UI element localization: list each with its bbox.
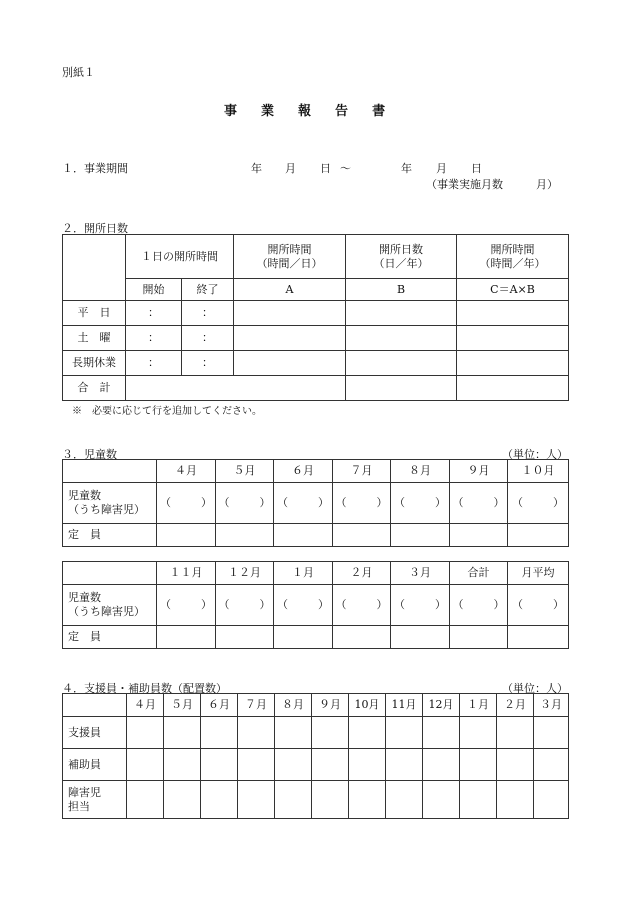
capacity-cell[interactable] xyxy=(274,626,333,649)
staff-count-cell[interactable] xyxy=(164,749,201,781)
start-header: 開始 xyxy=(126,279,182,301)
add-rows-note: ※ 必要に応じて行を追加してください。 xyxy=(72,406,262,417)
month-header: ４月 xyxy=(157,460,216,483)
open-hours-header: 開所時間 （時間／日） xyxy=(234,235,346,279)
row-label-children: 児童数 （うち障害児） xyxy=(63,483,157,524)
row-label-weekday: 平 日 xyxy=(63,301,126,326)
children-count-cell[interactable] xyxy=(391,483,450,524)
staff-count-cell[interactable] xyxy=(460,717,497,749)
staff-count-cell[interactable] xyxy=(423,781,460,819)
paren-close: ） xyxy=(553,598,564,611)
staff-count-cell[interactable] xyxy=(275,717,312,749)
capacity-cell[interactable] xyxy=(157,524,216,547)
input-cell[interactable] xyxy=(234,326,346,351)
children-count-cell[interactable] xyxy=(216,483,274,524)
title-char: 書 xyxy=(372,104,386,119)
section4-unit: （単位：人） xyxy=(502,682,568,695)
opening-days-table xyxy=(62,234,569,401)
capacity-cell[interactable] xyxy=(508,524,569,547)
start-month-unit: 月 xyxy=(285,162,296,175)
children-count-cell[interactable] xyxy=(450,585,508,626)
blank-corner-cell xyxy=(63,235,126,301)
staff-count-cell[interactable] xyxy=(312,781,349,819)
children-count-cell[interactable] xyxy=(274,483,333,524)
month-header: 10月 xyxy=(349,694,386,717)
staff-count-cell[interactable] xyxy=(201,749,238,781)
row-label-saturday: 土 曜 xyxy=(63,326,126,351)
capacity-cell[interactable] xyxy=(216,626,274,649)
end-time-cell[interactable]: ： xyxy=(182,351,234,376)
input-cell[interactable] xyxy=(346,351,457,376)
paren-open: （ xyxy=(394,598,405,611)
month-header: 月平均 xyxy=(508,562,569,585)
col-a-label: A xyxy=(234,279,346,301)
staff-count-cell[interactable] xyxy=(238,781,275,819)
title-char: 告 xyxy=(335,104,349,119)
title-char: 業 xyxy=(261,104,275,119)
paren-close: ） xyxy=(553,496,564,509)
staff-count-cell[interactable] xyxy=(275,781,312,819)
start-time-cell[interactable]: ： xyxy=(126,351,182,376)
capacity-cell[interactable] xyxy=(333,524,391,547)
staff-count-cell[interactable] xyxy=(423,717,460,749)
staff-count-cell[interactable] xyxy=(164,781,201,819)
open-days-header: 開所日数 （日／年） xyxy=(346,235,457,279)
month-header: 12月 xyxy=(423,694,460,717)
paren-open: （ xyxy=(394,496,405,509)
children-count-cell[interactable] xyxy=(333,483,391,524)
month-header: ６月 xyxy=(201,694,238,717)
capacity-cell[interactable] xyxy=(450,524,508,547)
staff-count-cell[interactable] xyxy=(275,749,312,781)
paren-open: （ xyxy=(160,598,171,611)
paren-close: ） xyxy=(259,496,271,509)
blank-corner-cell xyxy=(63,460,157,483)
month-header: ８月 xyxy=(275,694,312,717)
section1-label: １．事業期間 xyxy=(62,162,128,175)
staff-count-cell[interactable] xyxy=(534,717,569,749)
section4-label: ４．支援員・補助員数（配置数） xyxy=(62,682,227,695)
input-cell[interactable] xyxy=(457,326,569,351)
row-label-support-staff: 支援員 xyxy=(63,717,127,749)
children-count-cell[interactable] xyxy=(274,585,333,626)
col-b-label: B xyxy=(346,279,457,301)
children-count-cell[interactable] xyxy=(216,585,274,626)
month-header: ９月 xyxy=(312,694,349,717)
staff-count-cell[interactable] xyxy=(238,717,275,749)
month-header: ２月 xyxy=(333,562,391,585)
end-month-unit: 月 xyxy=(436,162,447,175)
paren-close: ） xyxy=(376,598,388,611)
children-count-cell[interactable] xyxy=(333,585,391,626)
row-label-assistant-staff: 補助員 xyxy=(63,749,127,781)
capacity-cell[interactable] xyxy=(216,524,274,547)
blank-corner-cell xyxy=(63,694,127,717)
total-blank-cell[interactable] xyxy=(126,376,346,401)
children-count-cell[interactable] xyxy=(508,585,569,626)
input-cell[interactable] xyxy=(457,351,569,376)
months-note: （事業実施月数 月） xyxy=(426,178,558,191)
staff-count-cell[interactable] xyxy=(497,749,534,781)
col-c-label: C＝A×B xyxy=(457,279,569,301)
section2-label: ２．開所日数 xyxy=(62,222,128,235)
input-cell[interactable] xyxy=(457,376,569,401)
staff-count-cell[interactable] xyxy=(423,749,460,781)
staff-count-cell[interactable] xyxy=(312,749,349,781)
end-time-cell[interactable]: ： xyxy=(182,326,234,351)
table-row xyxy=(63,351,569,376)
staff-count-cell[interactable] xyxy=(497,781,534,819)
children-table-2 xyxy=(62,561,569,649)
staff-count-cell[interactable] xyxy=(534,749,569,781)
children-count-cell[interactable] xyxy=(391,585,450,626)
staff-count-cell[interactable] xyxy=(386,781,423,819)
end-day-unit: 日 xyxy=(471,162,482,175)
capacity-cell[interactable] xyxy=(157,626,216,649)
paren-close: ） xyxy=(493,496,505,509)
total-hours-header: 開所時間 （時間／年） xyxy=(457,235,569,279)
staff-count-cell[interactable] xyxy=(201,717,238,749)
input-cell[interactable] xyxy=(346,301,457,326)
paren-open: （ xyxy=(335,496,347,509)
paren-close: ） xyxy=(201,598,212,611)
month-header: １２月 xyxy=(216,562,274,585)
paren-open: （ xyxy=(512,598,523,611)
staff-count-cell[interactable] xyxy=(534,781,569,819)
paren-close: ） xyxy=(493,598,505,611)
staff-count-cell[interactable] xyxy=(349,717,386,749)
start-time-cell[interactable]: ： xyxy=(126,301,182,326)
month-header: １１月 xyxy=(157,562,216,585)
title-char: 報 xyxy=(298,104,312,119)
month-header: ４月 xyxy=(127,694,164,717)
children-table-1 xyxy=(62,459,569,547)
capacity-cell[interactable] xyxy=(333,626,391,649)
month-header: ５月 xyxy=(164,694,201,717)
paren-open: （ xyxy=(512,496,523,509)
staff-count-cell[interactable] xyxy=(127,781,164,819)
paren-close: ） xyxy=(318,496,329,509)
paren-close: ） xyxy=(376,496,388,509)
staff-count-cell[interactable] xyxy=(164,717,201,749)
paren-open: （ xyxy=(218,496,230,509)
start-year-unit: 年 xyxy=(251,162,262,175)
children-count-cell[interactable] xyxy=(157,585,216,626)
end-header: 終了 xyxy=(182,279,234,301)
month-header: ６月 xyxy=(274,460,333,483)
paren-open: （ xyxy=(277,496,288,509)
blank-corner-cell xyxy=(63,562,157,585)
table-row xyxy=(63,376,569,401)
annex-label: 別紙１ xyxy=(62,66,95,79)
paren-open: （ xyxy=(452,496,464,509)
capacity-cell[interactable] xyxy=(274,524,333,547)
staff-count-cell[interactable] xyxy=(238,749,275,781)
month-header: ７月 xyxy=(333,460,391,483)
month-header: ５月 xyxy=(216,460,274,483)
page-title xyxy=(212,100,397,119)
row-label-long-holiday: 長期休業 xyxy=(63,351,126,376)
start-day-unit: 日 xyxy=(320,162,331,175)
staff-count-cell[interactable] xyxy=(201,781,238,819)
end-year-unit: 年 xyxy=(401,162,412,175)
section3-unit: （単位：人） xyxy=(502,448,568,461)
month-header: １月 xyxy=(274,562,333,585)
paren-close: ） xyxy=(435,598,446,611)
end-time-cell[interactable]: ： xyxy=(182,301,234,326)
staff-count-cell[interactable] xyxy=(497,717,534,749)
staff-count-cell[interactable] xyxy=(349,749,386,781)
section3-label: ３．児童数 xyxy=(62,448,117,461)
input-cell[interactable] xyxy=(346,376,457,401)
staff-table xyxy=(62,693,569,819)
paren-close: ） xyxy=(435,496,446,509)
month-header: 合計 xyxy=(450,562,508,585)
period-tilde: ～ xyxy=(340,162,351,175)
capacity-cell[interactable] xyxy=(450,626,508,649)
table-row xyxy=(63,326,569,351)
title-char: 事 xyxy=(224,104,238,119)
capacity-cell[interactable] xyxy=(508,626,569,649)
month-header: ８月 xyxy=(391,460,450,483)
row-label-total: 合 計 xyxy=(63,376,126,401)
month-header: １０月 xyxy=(508,460,569,483)
month-header: ３月 xyxy=(391,562,450,585)
month-header: ２月 xyxy=(497,694,534,717)
row-label-capacity: 定 員 xyxy=(63,524,157,547)
children-count-cell[interactable] xyxy=(508,483,569,524)
paren-close: ） xyxy=(318,598,329,611)
row-label-disability-staff: 障害児 担当 xyxy=(63,781,127,819)
month-header: 11月 xyxy=(386,694,423,717)
staff-count-cell[interactable] xyxy=(386,717,423,749)
daily-hours-header: １日の開所時間 xyxy=(126,235,234,279)
month-header: １月 xyxy=(460,694,497,717)
paren-open: （ xyxy=(160,496,171,509)
input-cell[interactable] xyxy=(234,351,346,376)
staff-count-cell[interactable] xyxy=(460,749,497,781)
paren-open: （ xyxy=(277,598,288,611)
paren-open: （ xyxy=(335,598,347,611)
staff-count-cell[interactable] xyxy=(312,717,349,749)
month-header: ９月 xyxy=(450,460,508,483)
staff-count-cell[interactable] xyxy=(386,749,423,781)
staff-count-cell[interactable] xyxy=(127,717,164,749)
children-count-cell[interactable] xyxy=(450,483,508,524)
staff-count-cell[interactable] xyxy=(127,749,164,781)
row-label-capacity: 定 員 xyxy=(63,626,157,649)
input-cell[interactable] xyxy=(346,326,457,351)
start-time-cell[interactable]: ： xyxy=(126,326,182,351)
row-label-children: 児童数 （うち障害児） xyxy=(63,585,157,626)
paren-close: ） xyxy=(201,496,212,509)
month-header: ３月 xyxy=(534,694,569,717)
paren-open: （ xyxy=(452,598,464,611)
staff-count-cell[interactable] xyxy=(460,781,497,819)
capacity-cell[interactable] xyxy=(391,524,450,547)
table-row xyxy=(63,301,569,326)
capacity-cell[interactable] xyxy=(391,626,450,649)
children-count-cell[interactable] xyxy=(157,483,216,524)
input-cell[interactable] xyxy=(457,301,569,326)
paren-close: ） xyxy=(259,598,271,611)
paren-open: （ xyxy=(218,598,230,611)
staff-count-cell[interactable] xyxy=(349,781,386,819)
month-header: ７月 xyxy=(238,694,275,717)
input-cell[interactable] xyxy=(234,301,346,326)
